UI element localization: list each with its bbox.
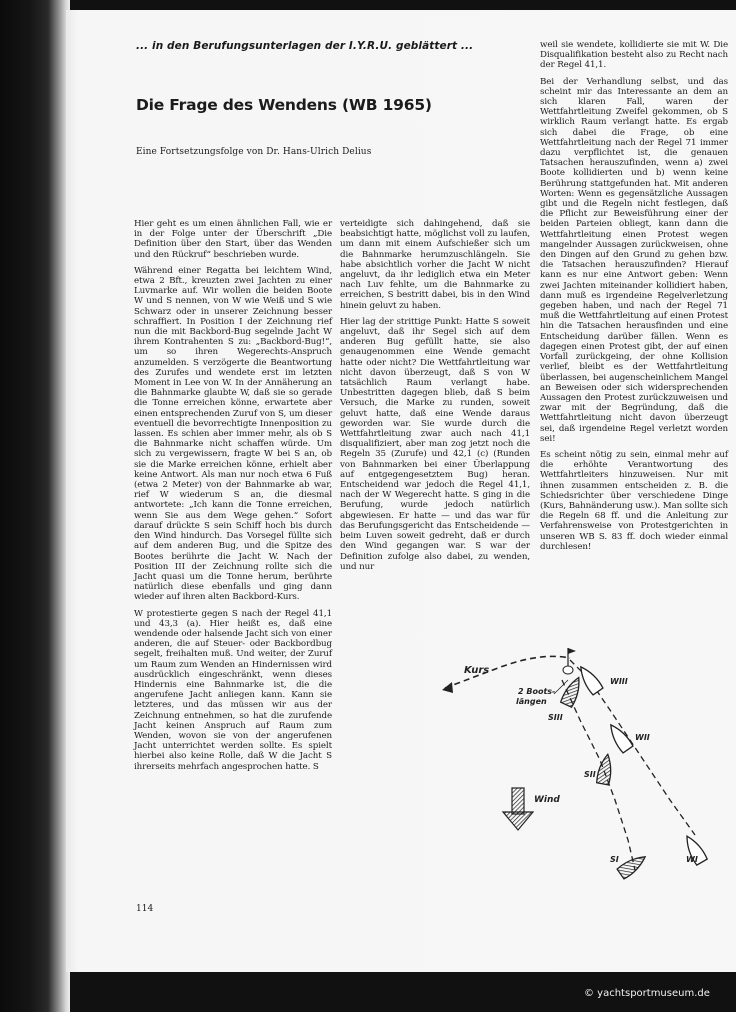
paragraph: Es scheint nötig zu sein, einmal mehr auf die erhöhte Verantwortung des Wettfahrtleiters hinzuweisen. Nur mit ihnen zusammen entscheiden z. B. die Schiedsrichter über verschiedene Dinge (Kurs, Bahnänderung usw.). Man sollte sich die Regeln 68 ff. und die Anleitung zur Verfahrensweise von Protestgerichten in unseren WB S. 83 ff. doch wieder einmal durchlesen! [540, 449, 729, 552]
text-column-3 [540, 40, 728, 558]
boat-w3-icon [576, 663, 604, 695]
text-column-2 [340, 219, 530, 578]
length-label-1: 2 Boots- [518, 687, 556, 696]
boat-label-s1: SI [610, 855, 619, 864]
paragraph: weil sie wendete, kollidierte sie mit W. Die Disqualifikation besteht also zu Recht nach der Regel 41,1. [540, 40, 728, 71]
paragraph: Während einer Regatta bei leichtem Wind, etwa 2 Bft., kreuzten zwei Jachten zu einer Luvmarke auf. Wir wollen die beiden Boote W und S nennen, von W wie Weiß und S wie Schwarz oder in unserer Zeichnung besser schraffiert. In Position I der Zeichnung rief nun die mit Backbord-Bug segelnde Jacht W ihrem Kontrahenten S zu: „Backbord-Bug!“, um so ihren Wegerechts-Anspruch anzumelden. S verzögerte die Beantwortung des Zurufes und wendete erst im letzten Moment in Lee von W. In der Annäherung an die Bahnmarke glaubte W, daß sie so gerade die Tonne erreichen könne, erwartete aber einen entsprechenden Zuruf von S, um dieser eventuell die bevorrechtigte Innenposition zu lassen. Es schien aber immer mehr, als ob S die Bahnmarke nicht schaffen würde. Um sich zu vergewissern, fragte W bei S an, ob sie die Marke erreichen könne, erhielt aber keine Antwort. Als man nur noch etwa 6 Fuß (etwa 2 Meter) von der Bahnmarke ab war, rief W wiederum S an, die diesmal antwortete: „Ich kann die Tonne erreichen, wenn Sie aus dem Wege gehen.“ Sofort darauf drückte S sein Schiff hoch bis durch den Wind hindurch. Das Vorsegel füllte sich auf dem anderen Bug, und die Spitze des Bootes berührte die Jacht W. Nach der Position III der Zeichnung rollte sich die Jacht quasi um die Tonne herum, berührte natürlich diese ebenfalls und ging dann wieder auf ihren alten Backbord-Kurs. [134, 265, 332, 603]
kurs-arrow-icon [442, 682, 453, 693]
boat-w2-icon [606, 721, 634, 753]
wind-label: Wind [534, 795, 560, 805]
wind-arrow-icon [503, 788, 533, 830]
paragraph: W protestierte gegen S nach der Regel 41,1 und 43,3 (a). Hier heißt es, daß eine wendende oder halsende Jacht sich von einer anderen, die auf Steuer- oder Backbordbug segelt, freihalten muß. Und weiter, der Zuruf um Raum zum Wenden an Hindernissen wird ausdrücklich eingeschränkt, wenn dieses Hindernis eine Bahnmarke ist, die die angerufene Jacht anliegen kann. Kann sie letzteres, und das müssen wir aus der Zeichnung entnehmen, so hat die zurufende Jacht keinen Anspruch auf Raum zum Wenden, wovon sie von der angerufenen Jacht unterrichtet werden sollte. Es spielt hierbei also keine Rolle, daß W die Jacht S ihrerseits mehrfach angesprochen hatte. S [134, 608, 332, 772]
page-number: 114 [136, 904, 154, 914]
boat-label-s2: SII [584, 770, 596, 779]
text-column-1 [134, 219, 332, 778]
boat-label-w1: WI [686, 855, 698, 864]
paragraph: Hier geht es um einen ähnlichen Fall, wie er in der Folge unter der Überschrift „Die Definition über den Start, über das Wenden und den Rückruf“ beschrieben wurde. [134, 219, 332, 260]
race-diagram [440, 640, 710, 900]
book-spine [0, 0, 70, 1012]
boat-label-w3: WIII [610, 677, 628, 686]
paragraph: verteidigte sich dahingehend, daß sie beabsichtigt hatte, möglichst voll zu laufen, um dann mit einem Aufschießer sich um die Bahnmarke herumzuschlängeln. Sie habe absichtlich vorher die Jacht W nicht angeluvt, da ihr lediglich etwa ein Meter nach Luv fehlte, um die Bahnmarke zu erreichen, S bestritt dabei, bis in den Wind hinein geluvt zu haben. [340, 219, 530, 311]
article-title: Die Frage des Wendens (WB 1965) [136, 96, 432, 114]
museum-watermark: © yachtsportmuseum.de [584, 988, 710, 999]
series-header: ... in den Berufungsunterlagen der I.Y.R.U. geblättert ... [136, 40, 474, 52]
mark-buoy-icon [563, 648, 576, 674]
length-label-2: längen [516, 697, 547, 706]
paragraph: Bei der Verhandlung selbst, und das scheint mir das Interessante an dem an sich klaren Fall, waren der Wettfahrtleitung Zweifel gekommen, ob S wirklich Raum verlangt hatte. Es ergab sich dabei die Frage, ob eine Wettfahrtleitung nach der Regel 71 immer dazu verpflichtet ist, die genauen Tatsachen herauszufinden, wenn a) zwei Boote kollidierten und b) wenn keine Berührung stattgefunden hat. Mit anderen Worten: Wenn es gegensätzliche Aussagen gibt und die Regeln nicht festlegen, daß die Pflicht zur Beweisführung einer der beiden Parteien obliegt, kann dann die Wettfahrtleitung einen Protest wegen mangelnder Aussagen zurückweisen, ohne den Dingen auf den Grund zu gehen bzw. die Tatsachen herauszufinden? Hierauf kann es nur eine Antwort geben: Wenn zwei Jachten miteinander kollidiert haben, dann muß es irgendeine Regelverletzung gegeben haben, und nach der Regel 71 muß die Wettfahrtleitung auf einen Protest hin die Tatsachen herausfinden und eine Entscheidung darüber fällen. Wenn es dagegen einen Protest gibt, der auf einen Vorfall zurückgeing, der ohne Kollision verlief, bleibt es der Wettfahrtleitung überlassen, bei augenscheinlichem Mangel an Beweisen oder sich widersprechenden Aussagen den Protest zurückzuweisen und zwar mit der Begründung, daß die Wettfahrtleitung nicht davon überzeugt sei, daß irgendeine Regel verletzt worden sei! [540, 76, 728, 444]
boat-s2-icon [596, 753, 614, 785]
boat-s1-icon [617, 852, 649, 880]
paragraph: Hier lag der strittige Punkt: Hatte S soweit angeluvt, daß ihr Segel sich auf dem anderen Bug gefüllt hatte, sie also genaugenommen eine Wende gemacht hatte oder nicht? Die Wettfahrtleitung war nicht davon überzeugt, daß S von W tatsächlich Raum verlangt habe. Unbestritten dagegen blieb, daß S beim Versuch, die Marke zu runden, soweit geluvt hatte, daß eine Wende daraus geworden war. Sie wurde durch die Wettfahrtleitung zwar auch nach 41,1 disqualifiziert, aber man zog jetzt noch die Regeln 35 (Zurufe) und 42,1 (c) (Runden von Bahnmarken bei einer Überlappung auf entgegengesetztem Bug) heran. Entscheidend war jedoch die Regel 41,1, nach der W Wegerecht hatte. S ging in die Berufung, wurde jedoch natürlich abgewiesen. Er hatte — und das war für das Berufungsgericht das Entscheidende — beim Luven soweit gedreht, daß er durch den Wind gegangen war. S war der Definition zufolge also dabei, zu wenden, und nur [340, 316, 530, 572]
boat-s3-icon [560, 675, 584, 708]
boat-label-s3: SIII [548, 713, 563, 722]
article-byline: Eine Fortsetzungsfolge von Dr. Hans-Ulrich Delius [136, 147, 372, 157]
kurs-label: Kurs [464, 665, 490, 676]
boat-label-w2: WII [635, 733, 650, 742]
